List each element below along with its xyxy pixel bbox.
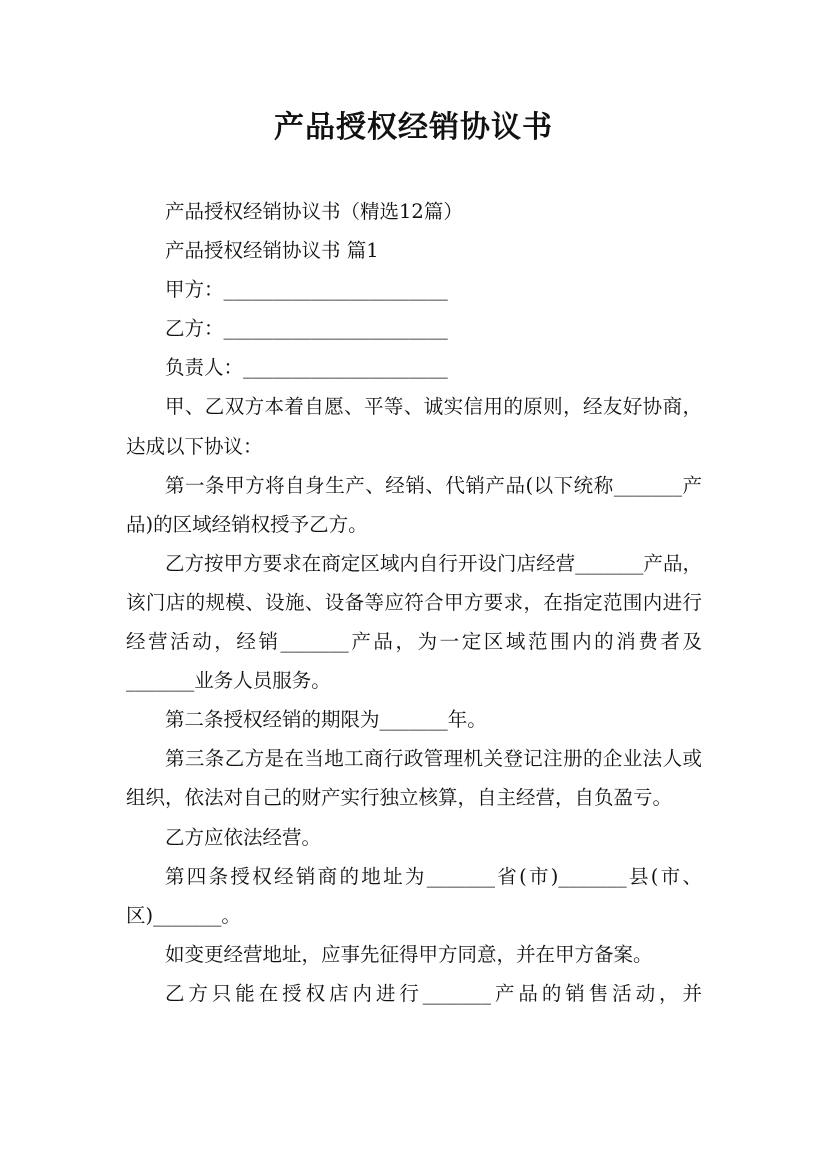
paragraph-preamble: 甲、乙双方本着自愿、平等、诚实信用的原则，经友好协商，达成以下协议： xyxy=(126,395,702,458)
paragraph-article-3-detail: 乙方应依法经营。 xyxy=(165,825,322,849)
paragraph-article-2: 第二条授权经销的期限为_______年。 xyxy=(165,708,487,732)
paragraph-section-heading: 产品授权经销协议书 篇1 xyxy=(165,239,379,263)
paragraph-subtitle: 产品授权经销协议书（精选12篇） xyxy=(165,200,463,223)
paragraph-party-b: 乙方：_______________________ xyxy=(165,317,448,341)
paragraph-responsible-person: 负责人：_____________________ xyxy=(165,356,448,380)
paragraph-article-1: 第一条甲方将自身生产、经销、代销产品(以下统称_______产品)的区域经销权授予乙方。 xyxy=(126,473,702,536)
paragraph-article-1-detail: 乙方按甲方要求在商定区域内自行开设门店经营_______产品，该门店的规模、设施、设备等应符合甲方要求，在指定范围内进行经营活动，经销_______产品，为一定区域范围内的消费者及_______业务人员服务。 xyxy=(126,551,702,693)
document-title: 产品授权经销协议书 xyxy=(274,110,553,145)
paragraph-article-3: 第三条乙方是在当地工商行政管理机关登记注册的企业法人或组织，依法对自己的财产实行独立核算，自主经营，自负盈亏。 xyxy=(126,747,702,810)
document-body xyxy=(126,192,702,1013)
paragraph-article-4-address-change: 如变更经营地址，应事先征得甲方同意，并在甲方备案。 xyxy=(165,942,653,966)
paragraph-party-a: 甲方：_______________________ xyxy=(165,278,448,302)
paragraph-article-4-sales-scope: 乙方只能在授权店内进行_______产品的销售活动，并 xyxy=(165,981,702,1005)
paragraph-article-4: 第四条授权经销商的地址为_______省(市)_______县(市、区)_______。 xyxy=(126,864,702,927)
